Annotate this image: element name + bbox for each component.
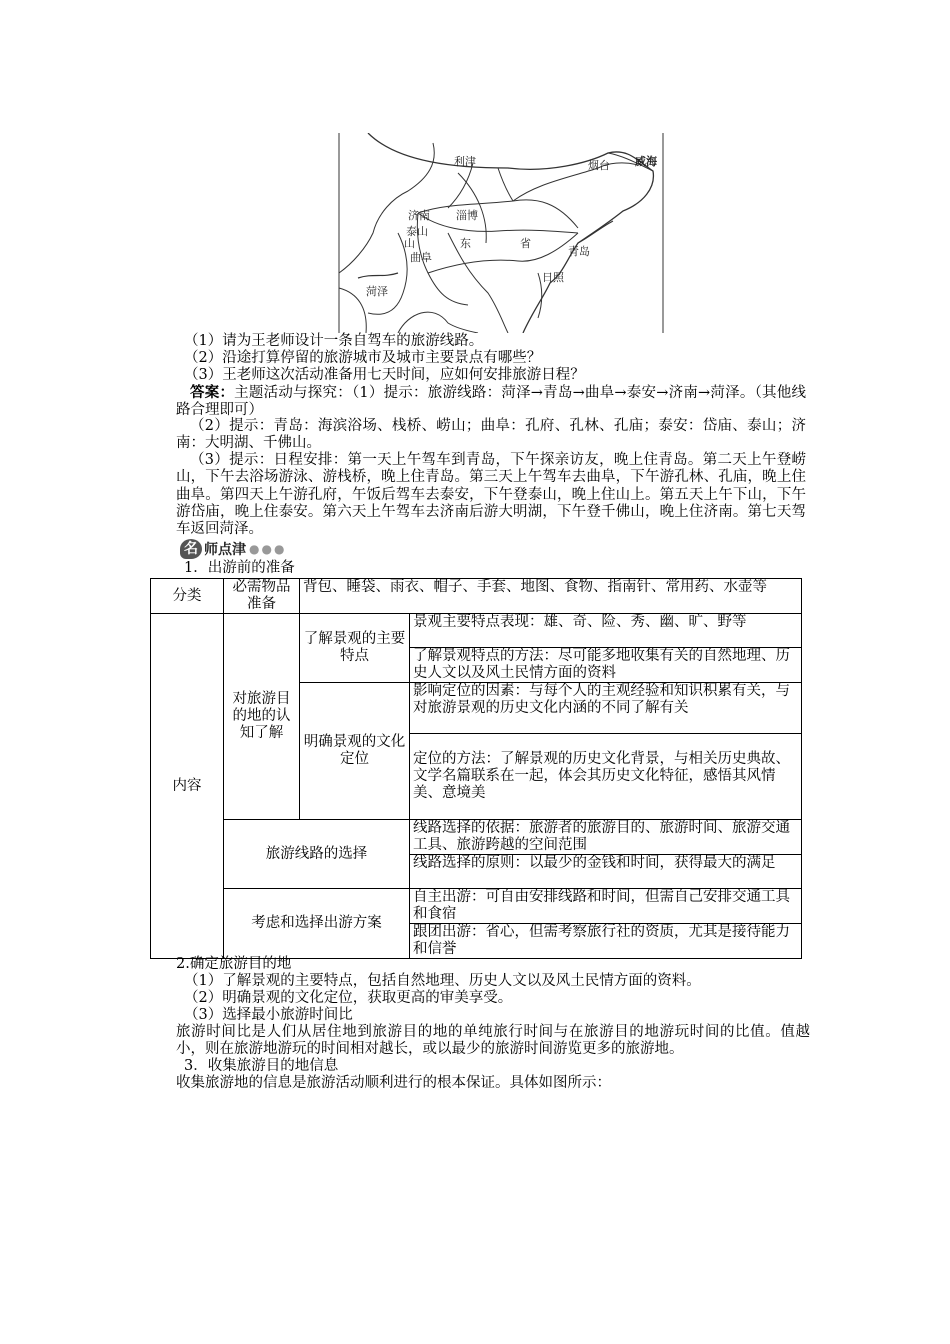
section-2-item-3: （3）选择最小旅游时间比 — [184, 1007, 353, 1023]
map-label-lijin: 利津 — [454, 155, 476, 168]
features-performance: 景观主要特点表现：雄、奇、险、秀、幽、旷、野等 — [410, 614, 802, 648]
positioning-method: 定位的方法：了解景观的历史文化背景，与相关历史典故、文学名篇联系在一起，体会其历史文化特征，感悟其风情美、意境美 — [410, 734, 802, 820]
shandong-map — [338, 133, 664, 333]
road — [513, 163, 638, 201]
plan-selection: 考虑和选择出游方案 — [224, 889, 410, 959]
road — [448, 163, 513, 208]
road — [458, 173, 486, 243]
map-label-sheng: 省 — [520, 237, 531, 250]
section-2-item-1: （1）了解景观的主要特点，包括自然地理、历史人文以及风土民情方面的资料。 — [184, 973, 701, 989]
dots-icon: ●●● — [249, 542, 287, 556]
section-2-item-2: （2）明确景观的文化定位，获取更高的审美享受。 — [184, 990, 513, 1006]
section-1-title: 1．出游前的准备 — [184, 560, 295, 576]
dest-understanding: 对旅游目的地的认知了解 — [224, 614, 300, 820]
road — [448, 233, 508, 333]
table-row — [151, 579, 802, 614]
map-label-jinan: 济南 — [408, 209, 430, 222]
map-label-qingdao: 青岛 — [568, 245, 590, 258]
answer-label: 答案： — [190, 384, 235, 401]
self-travel: 自主出游：可自由安排线路和时间，但需自己安排交通工具和食宿 — [410, 889, 802, 924]
route-selection: 旅游线路的选择 — [224, 820, 410, 889]
map-label-taishan: 泰山 — [406, 225, 428, 238]
section-heading-teacher-tips — [180, 538, 286, 560]
route-principle: 线路选择的原则：以最少的金钱和时间，获得最大的满足 — [410, 855, 802, 889]
map-label-heze: 菏泽 — [366, 285, 388, 298]
map-label-zibo: 淄博 — [456, 209, 478, 222]
map-label-rizhao: 日照 — [542, 271, 564, 284]
map-label-shan: 山 — [404, 237, 415, 250]
question-1: （1）请为王老师设计一条自驾车的旅游线路。 — [184, 333, 484, 349]
question-2: （2）沿途打算停留的旅游城市及城市主要景点有哪些？ — [184, 350, 542, 366]
answer-line-1: 主题活动与探究：（1）提示：旅游线路：菏泽→青岛→曲阜→泰安→济南→菏泽。（其他线路合理即可） — [176, 385, 806, 419]
river — [358, 273, 398, 278]
table-row — [151, 889, 802, 924]
heading-badge: 名 — [180, 539, 202, 559]
know-features: 了解景观的主要特点 — [300, 614, 410, 683]
header-item-list: 背包、睡袋、雨衣、帽子、手套、地图、食物、指南针、常用药、水壶等 — [300, 579, 802, 614]
table-row — [151, 614, 802, 648]
map-label-weihai: 威海 — [635, 155, 657, 168]
features-method: 了解景观特点的方法：尽可能多地收集有关的自然地理、历史人文以及风土民情方面的资料 — [410, 648, 802, 683]
cultural-positioning: 明确景观的文化定位 — [300, 683, 410, 820]
table-row — [151, 820, 802, 855]
header-category: 分类 — [151, 579, 224, 614]
answer-paragraph-1 — [176, 384, 806, 420]
map-label-yantai: 烟台 — [588, 159, 610, 172]
header-items: 必需物品准备 — [224, 579, 300, 614]
answer-paragraph-3: （3）提示：日程安排：第一天上午驾车到青岛，下午探亲访友，晚上住青岛。第二天上午登崂山，下午去浴场游泳、游栈桥，晚上住青岛。第三天上午驾车去曲阜，下午游孔林、孔庙，晚上住曲阜。第四天上午游孔府，午饭后驾车去泰安，下午登泰山，晚上住山上。第五天上午下山，下午游岱庙，晚上住泰安。第六天上午驾车去济南后游大明湖，下午登千佛山，晚上住济南。第七天驾车返回菏泽。 — [176, 452, 806, 538]
section-3-title: 3．收集旅游目的地信息 — [184, 1058, 339, 1074]
road — [418, 200, 578, 228]
map-label-dong: 东 — [460, 237, 471, 250]
section-2-title: 2.确定旅游目的地 — [176, 956, 292, 972]
content-label: 内容 — [151, 614, 224, 959]
road — [368, 233, 407, 314]
question-3: （3）王老师这次活动准备用七天时间，应如何安排旅游日程？ — [184, 367, 585, 383]
section-3-paragraph: 收集旅游地的信息是旅游活动顺利进行的根本保证。具体如图所示： — [176, 1075, 611, 1091]
section-2-paragraph: 旅游时间比是人们从居住地到旅游目的地的单纯旅行时间与在旅游目的地游玩时间的比值。值越小，则在旅游地游玩的时间相对越长，或以最少的旅游时间游览更多的旅游地。 — [176, 1024, 810, 1058]
travel-preparation-table — [150, 578, 802, 959]
group-travel: 跟团出游：省心，但需考察旅行社的资质，尤其是接待能力和信誉 — [410, 924, 802, 959]
answer-paragraph-2: （2）提示：青岛：海滨浴场、栈桥、崂山；曲阜：孔府、孔林、孔庙；泰安：岱庙、泰山；济南：大明湖、千佛山。 — [176, 418, 806, 452]
heading-text: 师点津 — [204, 542, 246, 558]
map-label-qufu: 曲阜 — [410, 251, 432, 264]
road — [418, 213, 578, 233]
positioning-factors: 影响定位的因素：与每个人的主观经验和知识积累有关，与对旅游景观的历史文化内涵的不同了解有关 — [410, 683, 802, 734]
route-basis: 线路选择的依据：旅游者的旅游目的、旅游时间、旅游交通工具、旅游跨越的空间范围 — [410, 820, 802, 855]
